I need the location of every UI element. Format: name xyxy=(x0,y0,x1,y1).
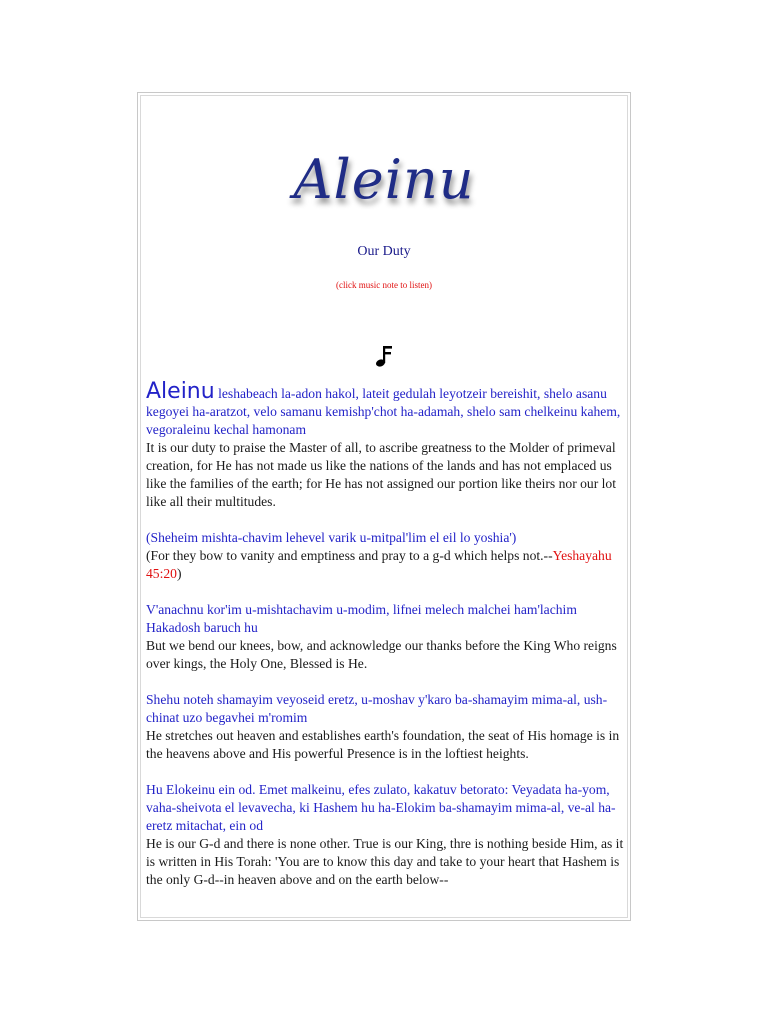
music-note-icon[interactable] xyxy=(375,344,395,368)
page-frame xyxy=(137,92,631,921)
transliteration: leshabeach la-adon hakol, lateit gedulah leyotzeir bereishit, shelo asanu kegoyei ha-aratzot, velo samanu kemishp'chot ha-adamah, shelo sam chelkeinu kahem, vegoraleinu kechal hamonam xyxy=(146,386,621,437)
aleinu-logo: Aleinu xyxy=(293,148,475,211)
translation: He is our G-d and there is none other. True is our King, thre is nothing beside Him, as it is written in His Torah: 'You are to know this day and take to your heart that Hashem is the only G-d--in heaven above and on the earth below-- xyxy=(146,836,624,887)
translation-close: ) xyxy=(176,566,182,581)
transliteration: V'anachnu kor'im u-mishtachavim u-modim, lifnei melech malchei ham'lachim Hakadosh baruch hu xyxy=(146,602,577,635)
translation: It is our duty to praise the Master of all, to ascribe greatness to the Molder of primeval creation, for He has not made us like the nations of the lands and has not emplaced us like the families of the earth; for He has not assigned our portion like theirs nor our lot like all their multitudes. xyxy=(146,440,616,509)
scripture-reference: Yeshayahu 45:20 xyxy=(146,548,612,581)
translation-text: (For they bow to vanity and emptiness and pray to a g-d which helps not.-- xyxy=(146,548,553,563)
transliteration: Hu Elokeinu ein od. Emet malkeinu, efes zulato, kakatuv betorato: Veyadata ha-yom, vaha-sheivota el levavecha, ki Hashem hu ha-Elokim ba-shamayim mima-al, ve-al ha-eretz mitachat, ein od xyxy=(146,782,616,833)
translation: He stretches out heaven and establishes earth's foundation, the seat of His homage is in the heavens above and His powerful Presence is in the loftiest heights. xyxy=(146,728,620,761)
passage-4 xyxy=(146,691,628,763)
page-inner-border xyxy=(140,95,628,918)
transliteration: Shehu noteh shamayim veyoseid eretz, u-moshav y'karo ba-shamayim mima-al, ush-chinat uzo begavhei m'romim xyxy=(146,692,608,725)
page-subtitle: Our Duty xyxy=(357,244,411,259)
translation: But we bend our knees, bow, and acknowledge our thanks before the King Who reigns over kings, the Holy One, Blessed is He. xyxy=(146,638,617,671)
passage-5 xyxy=(146,781,628,889)
passage-2 xyxy=(146,529,628,583)
passage-1 xyxy=(146,381,628,511)
listen-hint: (click music note to listen) xyxy=(336,280,432,290)
prayer-text xyxy=(146,381,628,907)
passage-lead-word: Aleinu xyxy=(146,379,215,404)
transliteration: (Sheheim mishta-chavim lehevel varik u-mitpal'lim el eil lo yoshia') xyxy=(146,530,517,545)
translation xyxy=(146,547,628,583)
passage-3 xyxy=(146,601,628,673)
